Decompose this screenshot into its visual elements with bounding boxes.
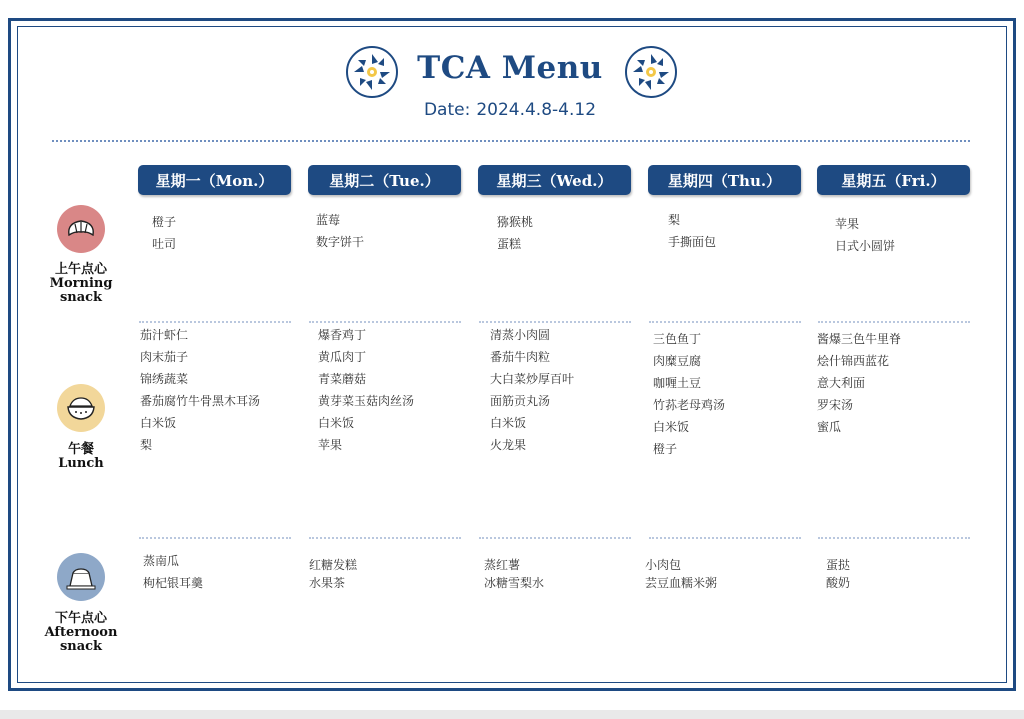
- meal-label-lunch: [36, 443, 126, 471]
- menu-item: 烩什锦西蓝花: [817, 354, 890, 368]
- rice-bowl-icon: [57, 384, 105, 432]
- menu-item: 手撕面包: [668, 235, 717, 249]
- menu-item: 面筋贡丸汤: [490, 394, 551, 408]
- menu-item: 火龙果: [490, 438, 527, 452]
- row-divider: [479, 537, 631, 539]
- row-divider: [818, 537, 970, 539]
- date-range: [370, 100, 650, 120]
- menu-item: 清蒸小肉圆: [490, 328, 551, 342]
- menu-item: 橙子: [152, 215, 177, 229]
- meal-label-afternoon-en-1: Afternoon: [44, 625, 118, 640]
- row-divider: [649, 537, 801, 539]
- menu-item: 白米饭: [318, 416, 355, 430]
- menu-item: 酱爆三色牛里脊: [817, 332, 902, 346]
- menu-item: 芸豆血糯米粥: [645, 576, 718, 590]
- menu-item: 茄汁虾仁: [140, 328, 189, 342]
- menu-item: 数字饼干: [316, 235, 365, 249]
- menu-item: 白米饭: [653, 420, 690, 434]
- menu-cell-morning-fri: [835, 213, 995, 257]
- pudding-icon: [57, 553, 105, 601]
- menu-cell-morning-wed: [497, 211, 657, 255]
- menu-item: 猕猴桃: [497, 215, 534, 229]
- menu-item: 竹荪老母鸡汤: [653, 398, 726, 412]
- menu-cell-afternoon-thu: [645, 556, 805, 592]
- menu-item: 红糖发糕: [309, 558, 358, 572]
- menu-item: 枸杞银耳羹: [143, 576, 204, 590]
- menu-item: 锦绣蔬菜: [140, 372, 189, 386]
- row-divider: [309, 321, 461, 323]
- row-divider: [139, 537, 291, 539]
- menu-item: 罗宋汤: [817, 398, 854, 412]
- menu-cell-lunch-wed: [490, 324, 650, 456]
- meal-label-lunch-zh: 午餐: [67, 442, 94, 457]
- menu-item: 冰糖雪梨水: [484, 576, 545, 590]
- meal-label-morning-zh: 上午点心: [54, 262, 107, 277]
- menu-item: 梨: [140, 438, 153, 452]
- row-divider: [309, 537, 461, 539]
- day-header-wed: 星期三（Wed.）: [478, 165, 631, 195]
- menu-item: 黄瓜肉丁: [318, 350, 367, 364]
- menu-item: 小肉包: [645, 558, 682, 572]
- menu-item: 大白菜炒厚百叶: [490, 372, 575, 386]
- row-divider: [139, 321, 291, 323]
- menu-item: 番茄牛肉粒: [490, 350, 551, 364]
- meal-label-morning-en-1: Morning: [49, 276, 113, 291]
- menu-cell-lunch-tue: [318, 324, 478, 456]
- meal-label-afternoon-en-2: snack: [59, 639, 103, 654]
- menu-item: 梨: [668, 213, 681, 227]
- meal-label-afternoon-zh: 下午点心: [54, 611, 107, 626]
- menu-item: 番茄腐竹牛骨黑木耳汤: [140, 394, 261, 408]
- menu-item: 蒸南瓜: [143, 554, 180, 568]
- row-divider: [479, 321, 631, 323]
- header-divider: [52, 140, 970, 142]
- menu-item: 苹果: [835, 217, 860, 231]
- menu-item: 肉糜豆腐: [653, 354, 702, 368]
- menu-item: 爆香鸡丁: [318, 328, 367, 342]
- menu-item: 日式小圆饼: [835, 239, 896, 253]
- croissant-icon: [57, 205, 105, 253]
- page-title: TCA Menu: [417, 50, 603, 86]
- day-header-mon: 星期一（Mon.）: [138, 165, 291, 195]
- menu-item: 咖喱土豆: [653, 376, 702, 390]
- school-logo-right-icon: [625, 46, 677, 98]
- menu-item: 三色鱼丁: [653, 332, 702, 346]
- menu-item: 酸奶: [826, 576, 851, 590]
- date-value: 2024.4.8-4.12: [476, 100, 597, 120]
- menu-item: 蜜瓜: [817, 420, 842, 434]
- row-divider: [649, 321, 801, 323]
- menu-cell-lunch-mon: [140, 324, 300, 456]
- row-divider: [818, 321, 970, 323]
- meal-label-afternoon: [36, 612, 126, 654]
- menu-item: 青菜蘑菇: [318, 372, 367, 386]
- menu-cell-afternoon-mon: [143, 550, 303, 594]
- menu-item: 白米饭: [140, 416, 177, 430]
- menu-cell-afternoon-tue: [309, 556, 469, 592]
- menu-cell-morning-thu: [668, 209, 828, 253]
- meal-label-morning-en-2: snack: [59, 290, 103, 305]
- day-header-fri: 星期五（Fri.）: [817, 165, 970, 195]
- menu-cell-lunch-thu: [653, 328, 813, 460]
- menu-item: 白米饭: [490, 416, 527, 430]
- menu-cell-afternoon-fri: [826, 556, 986, 592]
- meal-label-morning: [36, 263, 126, 305]
- menu-item: 水果茶: [309, 576, 346, 590]
- menu-item: 蛋挞: [826, 558, 851, 572]
- menu-item: 吐司: [152, 237, 177, 251]
- meal-label-lunch-en: Lunch: [58, 456, 104, 471]
- menu-item: 蒸红薯: [484, 558, 521, 572]
- menu-cell-morning-tue: [316, 209, 476, 253]
- menu-item: 苹果: [318, 438, 343, 452]
- menu-item: 蛋糕: [497, 237, 522, 251]
- date-label: Date:: [423, 100, 471, 120]
- menu-cell-lunch-fri: [817, 328, 977, 438]
- menu-cell-afternoon-wed: [484, 556, 644, 592]
- menu-cell-morning-mon: [152, 211, 312, 255]
- menu-item: 蓝莓: [316, 213, 341, 227]
- menu-item: 黄芽菜玉菇肉丝汤: [318, 394, 415, 408]
- day-header-tue: 星期二（Tue.）: [308, 165, 461, 195]
- menu-item: 肉末茄子: [140, 350, 189, 364]
- menu-item: 意大利面: [817, 376, 866, 390]
- day-header-thu: 星期四（Thu.）: [648, 165, 801, 195]
- menu-item: 橙子: [653, 442, 678, 456]
